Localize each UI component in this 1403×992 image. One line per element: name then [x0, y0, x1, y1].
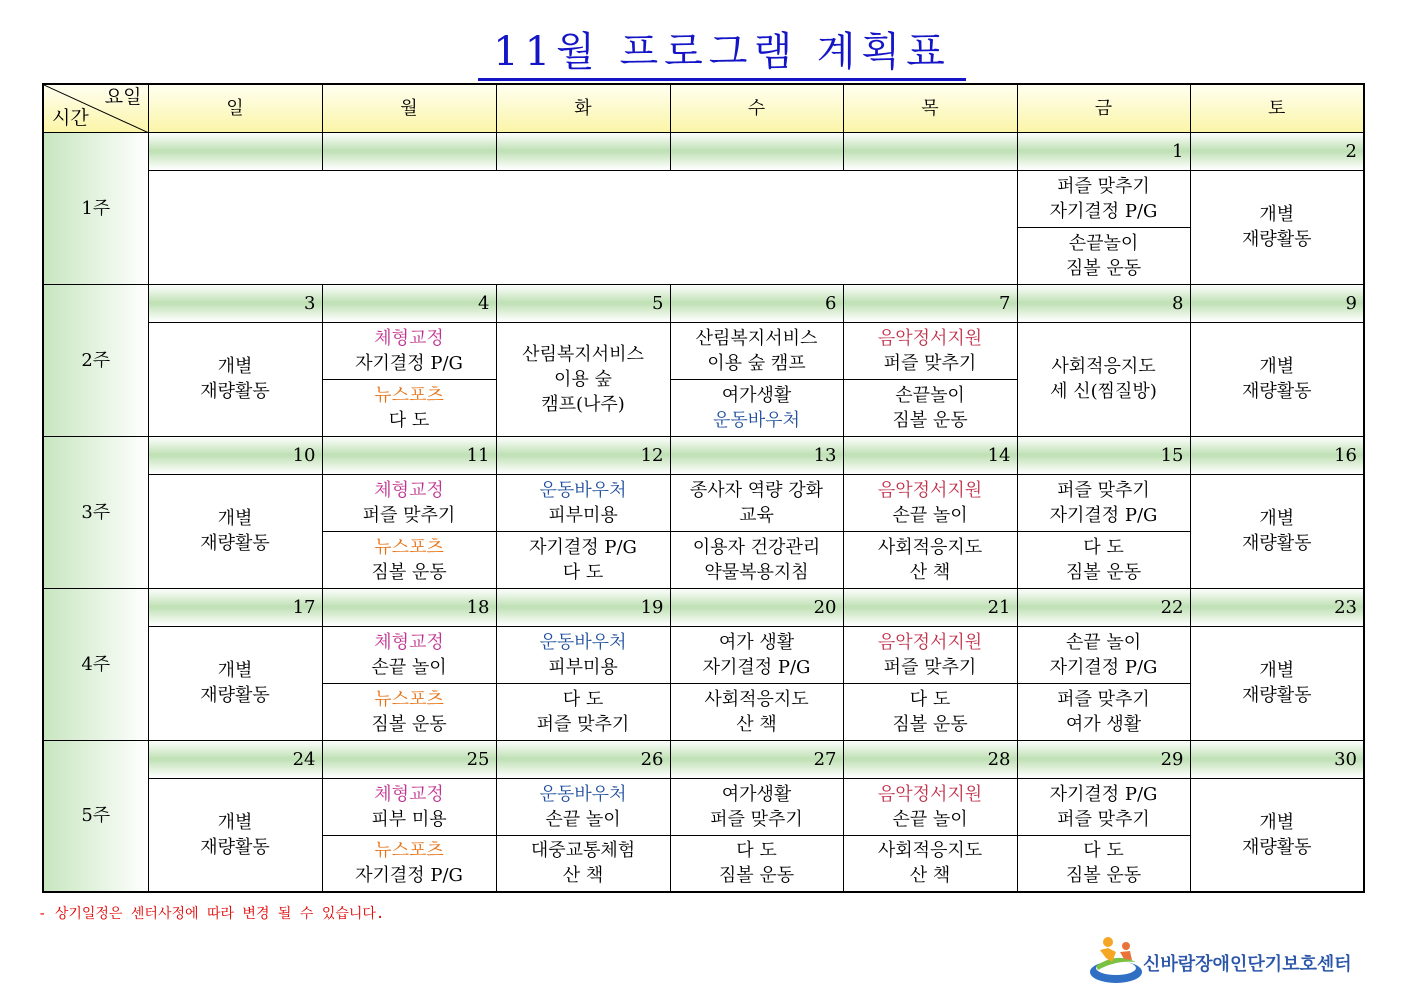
- activity-text: 자기결정 P/G: [355, 352, 463, 374]
- activity-text: 손끝놀이 짐볼 운동: [892, 384, 968, 431]
- footnote: - 상기일정은 센터사정에 따라 변경 될 수 있습니다.: [38, 906, 385, 922]
- date-cell: 13: [670, 436, 843, 474]
- activity-cell: [148, 474, 322, 588]
- date-cell: 12: [496, 436, 670, 474]
- date-cell: 22: [1017, 588, 1190, 626]
- center-logo-text: 신바람장애인단기보호센터: [1143, 954, 1352, 975]
- activity-text: 운동바우처: [539, 479, 627, 501]
- date-cell: [496, 132, 670, 170]
- activity-cell: [1017, 683, 1190, 740]
- activity-cell: [670, 683, 843, 740]
- activity-cell: [843, 474, 1017, 531]
- date-cell: 26: [496, 740, 670, 778]
- activity-text: 체형교정: [374, 631, 444, 653]
- activity-text: 손끝놀이 짐볼 운동: [1065, 232, 1142, 279]
- day-header-tue: 화: [496, 84, 670, 132]
- activity-cell: [496, 778, 670, 835]
- activity-text: 다 도 짐볼 운동: [892, 688, 968, 735]
- activity-cell: [670, 474, 843, 531]
- activity-cell: [322, 626, 496, 683]
- date-cell: 10: [148, 436, 322, 474]
- activity-cell: [843, 835, 1017, 892]
- activity-cell: [496, 322, 670, 436]
- date-cell: 7: [843, 284, 1017, 322]
- activity-text: 여가생활 퍼즐 맞추기: [710, 783, 803, 830]
- activity-text: 개별 재량활동: [1241, 508, 1312, 554]
- activity-text: 이용자 건강관리 약물복용지침: [692, 536, 821, 583]
- activity-text: 체형교정: [374, 783, 444, 805]
- center-logo-icon: [1086, 932, 1146, 988]
- empty-cell: [148, 170, 1017, 284]
- activity-text: 사회적응지도 산 책: [877, 536, 983, 583]
- day-header-thu: 목: [843, 84, 1017, 132]
- date-cell: 15: [1017, 436, 1190, 474]
- activity-cell: [843, 778, 1017, 835]
- activity-text: 산림복지서비스 이용 숲 캠프: [695, 327, 818, 374]
- week-label: 5주: [43, 740, 148, 892]
- activity-text: 피부미용: [548, 656, 618, 678]
- date-cell: 27: [670, 740, 843, 778]
- activity-cell: [1017, 474, 1190, 531]
- activity-cell: [670, 835, 843, 892]
- date-cell: 21: [843, 588, 1017, 626]
- activity-text: 운동바우처: [539, 631, 627, 653]
- date-cell: 9: [1190, 284, 1364, 322]
- activity-text: 뉴스포츠: [374, 840, 444, 862]
- date-cell: 19: [496, 588, 670, 626]
- activity-text: 개별 재량활동: [1241, 356, 1312, 402]
- activity-cell: [1190, 778, 1364, 892]
- activity-cell: [670, 531, 843, 588]
- activity-text: 자기결정 P/G 퍼즐 맞추기: [1049, 783, 1158, 830]
- activity-cell: [1017, 626, 1190, 683]
- activity-cell: [322, 379, 496, 436]
- activity-text: 다 도 퍼즐 맞추기: [536, 688, 630, 735]
- activity-cell: [843, 322, 1017, 379]
- activity-text: 퍼즐 맞추기 자기결정 P/G: [1049, 175, 1158, 222]
- activity-text: 짐볼 운동: [371, 561, 447, 583]
- activity-cell: [843, 379, 1017, 436]
- activity-text: 다 도 짐볼 운동: [1065, 840, 1142, 887]
- activity-text: 음악정서지원: [877, 631, 983, 653]
- activity-text: 음악정서지원: [877, 327, 983, 349]
- date-cell: 24: [148, 740, 322, 778]
- activity-cell: [322, 322, 496, 379]
- corner-header-cell: [43, 84, 148, 132]
- date-cell: 17: [148, 588, 322, 626]
- date-cell: 2: [1190, 132, 1364, 170]
- activity-cell: [843, 683, 1017, 740]
- activity-text: 체형교정: [374, 479, 444, 501]
- week-label: 1주: [43, 132, 148, 284]
- activity-cell: [496, 531, 670, 588]
- date-cell: [322, 132, 496, 170]
- activity-text: 손끝 놀이: [371, 656, 447, 678]
- activity-text: 산림복지서비스 이용 숲 캠프(나주): [522, 343, 644, 415]
- week-label: 2주: [43, 284, 148, 436]
- activity-text: 대중교통체험 산 책: [530, 840, 636, 887]
- activity-cell: [148, 322, 322, 436]
- activity-cell: [322, 778, 496, 835]
- activity-text: 뉴스포츠: [374, 536, 444, 558]
- activity-text: 퍼즐 맞추기: [362, 504, 456, 526]
- corner-time-label: 시간: [52, 106, 89, 129]
- activity-text: 자기결정 P/G: [355, 865, 463, 887]
- activity-text: 개별 재량활동: [200, 356, 270, 402]
- activity-cell: [843, 531, 1017, 588]
- activity-cell: [1017, 227, 1190, 284]
- activity-text: 피부 미용: [371, 808, 447, 830]
- activity-text: 개별 재량활동: [200, 508, 270, 554]
- activity-text: 다 도: [388, 409, 430, 431]
- activity-text: 개별 재량활동: [1241, 660, 1312, 706]
- date-cell: 28: [843, 740, 1017, 778]
- date-cell: 3: [148, 284, 322, 322]
- date-cell: [670, 132, 843, 170]
- activity-text: 음악정서지원: [877, 479, 983, 501]
- activity-cell: [1017, 835, 1190, 892]
- date-cell: 14: [843, 436, 1017, 474]
- activity-text: 손끝 놀이: [892, 504, 968, 526]
- day-header-fri: 금: [1017, 84, 1190, 132]
- activity-text: 퍼즐 맞추기: [883, 352, 977, 374]
- date-cell: 29: [1017, 740, 1190, 778]
- activity-cell: [670, 379, 843, 436]
- activity-cell: [1017, 778, 1190, 835]
- date-cell: 16: [1190, 436, 1364, 474]
- date-cell: 8: [1017, 284, 1190, 322]
- activity-cell: [496, 683, 670, 740]
- date-cell: 4: [322, 284, 496, 322]
- activity-cell: [496, 835, 670, 892]
- activity-text: 다 도 짐볼 운동: [1065, 536, 1142, 583]
- activity-text: 여가 생활 자기결정 P/G: [702, 631, 811, 678]
- activity-text: 퍼즐 맞추기 자기결정 P/G: [1049, 479, 1158, 526]
- activity-cell: [670, 626, 843, 683]
- date-cell: 25: [322, 740, 496, 778]
- activity-text: 퍼즐 맞추기: [883, 656, 977, 678]
- activity-cell: [148, 778, 322, 892]
- activity-cell: [1190, 322, 1364, 436]
- activity-text: 뉴스포츠: [374, 384, 444, 406]
- activity-text: 운동바우처: [713, 409, 800, 431]
- activity-cell: [1190, 474, 1364, 588]
- activity-text: 사회적응지도 산 책: [704, 688, 809, 735]
- activity-text: 종사자 역량 강화 교육: [689, 479, 824, 526]
- activity-text: 퍼즐 맞추기 여가 생활: [1057, 688, 1150, 735]
- week-label: 3주: [43, 436, 148, 588]
- date-cell: 11: [322, 436, 496, 474]
- activity-cell: [843, 626, 1017, 683]
- page-title: 11월 프로그램 계획표: [493, 29, 951, 75]
- date-cell: 5: [496, 284, 670, 322]
- activity-cell: [496, 626, 670, 683]
- activity-cell: [670, 778, 843, 835]
- activity-cell: [670, 322, 843, 379]
- activity-text: 손끝 놀이: [545, 808, 621, 830]
- activity-cell: [322, 474, 496, 531]
- activity-text: 짐볼 운동: [371, 713, 447, 735]
- week-label: 4주: [43, 588, 148, 740]
- activity-text: 사회적응지도 산 책: [877, 840, 983, 887]
- date-cell: 23: [1190, 588, 1364, 626]
- activity-text: 뉴스포츠: [374, 688, 444, 710]
- date-cell: 6: [670, 284, 843, 322]
- activity-text: 개별 재량활동: [1241, 204, 1312, 250]
- date-cell: [843, 132, 1017, 170]
- date-cell: 1: [1017, 132, 1190, 170]
- date-cell: 20: [670, 588, 843, 626]
- activity-cell: [1017, 170, 1190, 227]
- date-cell: 18: [322, 588, 496, 626]
- activity-text: 손끝 놀이 자기결정 P/G: [1049, 631, 1158, 678]
- activity-text: 음악정서지원: [877, 783, 983, 805]
- day-header-sun: 일: [148, 84, 322, 132]
- activity-text: 다 도 짐볼 운동: [718, 840, 795, 887]
- activity-text: 자기결정 P/G 다 도: [529, 536, 637, 583]
- day-header-sat: 토: [1190, 84, 1364, 132]
- activity-text: 손끝 놀이: [892, 808, 968, 830]
- activity-cell: [322, 683, 496, 740]
- activity-text: 사회적응지도 세 신(찜질방): [1050, 356, 1157, 402]
- activity-text: 여가생활: [721, 384, 792, 406]
- activity-cell: [496, 474, 670, 531]
- corner-day-label: 요일: [104, 86, 142, 108]
- title-underline: [478, 78, 966, 81]
- activity-text: 개별 재량활동: [200, 660, 270, 706]
- activity-cell: [322, 531, 496, 588]
- schedule-table: [42, 83, 1365, 893]
- day-header-wed: 수: [670, 84, 843, 132]
- activity-cell: [1017, 322, 1190, 436]
- activity-text: 개별 재량활동: [1241, 811, 1312, 858]
- activity-text: 체형교정: [374, 327, 444, 349]
- day-header-mon: 월: [322, 84, 496, 132]
- date-cell: 30: [1190, 740, 1364, 778]
- activity-cell: [1190, 170, 1364, 284]
- activity-text: 운동바우처: [539, 783, 627, 805]
- activity-text: 피부미용: [548, 504, 618, 526]
- activity-cell: [148, 626, 322, 740]
- activity-text: 개별 재량활동: [200, 811, 270, 858]
- activity-cell: [1190, 626, 1364, 740]
- activity-cell: [322, 835, 496, 892]
- activity-cell: [1017, 531, 1190, 588]
- date-cell: [148, 132, 322, 170]
